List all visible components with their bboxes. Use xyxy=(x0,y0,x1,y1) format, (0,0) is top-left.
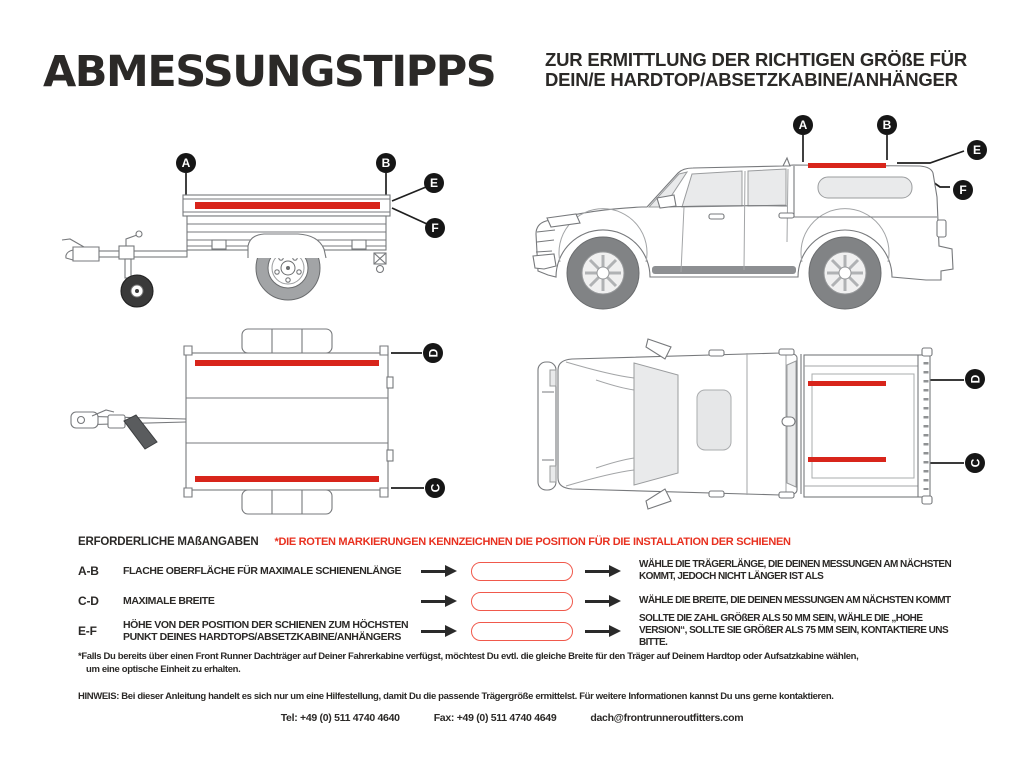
contact-email: dach@frontrunneroutfitters.com xyxy=(590,712,744,724)
row-ab-result: WÄHLE DIE TRÄGERLÄNGE, DIE DEINEN MESSUNGEN AM NÄCHSTEN KOMMT, JEDOCH NICHT LÄNGER IST ALS xyxy=(639,559,952,582)
arrow-right-icon xyxy=(421,624,459,638)
footnote-line-1: *Falls Du bereits über einen Front Runner Dachträger auf Deiner Fahrerkabine verfügst, möchtest Du evtl. die gleiche Breite für den Träger auf Deinem Hardtop oder Aufsatzkabine wählen, xyxy=(78,651,859,662)
marker-trailer-side-e xyxy=(424,173,444,193)
arrow-right-icon xyxy=(421,564,459,578)
row-ab-description: FLACHE OBERFLÄCHE FÜR MAXIMALE SCHIENENLÄNGE xyxy=(123,565,402,577)
truck-side-view-illustration xyxy=(500,110,1000,325)
marker-truck-top-c xyxy=(965,453,985,473)
marker-letter: E xyxy=(429,176,438,190)
marker-letter: D xyxy=(425,348,440,358)
contact-footer xyxy=(0,712,1024,724)
measurement-field-cd[interactable] xyxy=(471,592,573,611)
row-cd-description: MAXIMALE BREITE xyxy=(123,595,215,607)
marker-trailer-side-b xyxy=(376,153,396,173)
marker-truck-top-d xyxy=(965,369,985,389)
marker-truck-side-f xyxy=(953,180,973,200)
trailer-side-view-illustration xyxy=(40,140,470,325)
subtitle-line-2: DEIN/E HARDTOP/ABSETZKABINE/ANHÄNGER xyxy=(545,69,958,90)
marker-letter: F xyxy=(431,221,439,235)
measurements-heading: ERFORDERLICHE MAßANGABEN xyxy=(78,536,259,548)
marker-trailer-top-c xyxy=(425,478,445,498)
row-cd-key: C-D xyxy=(78,594,99,608)
hint-text: HINWEIS: Bei dieser Anleitung handelt es sich nur um eine Hilfestellung, damit Du die passende Trägergröße ermittelst. Für weitere Informationen kannst Du uns gerne kontaktieren. xyxy=(78,691,834,702)
marker-truck-side-a xyxy=(793,115,813,135)
marker-letter: B xyxy=(381,156,391,170)
marker-letter: B xyxy=(882,118,892,132)
arrow-right-icon xyxy=(421,594,459,608)
page-title: ABMESSUNGSTIPPS xyxy=(43,47,496,97)
measurement-field-ab[interactable] xyxy=(471,562,573,581)
marker-trailer-top-d xyxy=(423,343,443,363)
marker-letter: D xyxy=(967,374,982,384)
arrow-right-icon xyxy=(585,564,623,578)
measurements-heading-row xyxy=(78,536,791,548)
marker-letter: F xyxy=(959,183,967,197)
marker-letter: E xyxy=(972,143,981,157)
marker-letter: C xyxy=(967,458,982,468)
marker-letter: C xyxy=(427,483,442,493)
marker-letter: A xyxy=(181,156,191,170)
row-ef-result: SOLLTE DIE ZAHL GRÖßER ALS 50 MM SEIN, WÄHLE DIE „HOHE VERSION“, SOLLTE SIE GRÖßER ALS 75 MM SEIN, KONTAKTIERE UNS BITTE. xyxy=(639,613,949,648)
page-subtitle xyxy=(545,50,967,90)
contact-fax: Fax: +49 (0) 511 4740 4649 xyxy=(433,712,557,724)
row-ef-key: E-F xyxy=(78,624,97,638)
marker-letter: A xyxy=(798,118,808,132)
row-cd-result: WÄHLE DIE BREITE, DIE DEINEN MESSUNGEN AM NÄCHSTEN KOMMT xyxy=(639,595,951,606)
truck-top-view-illustration xyxy=(500,330,1000,520)
marker-trailer-side-f xyxy=(425,218,445,238)
contact-tel: Tel: +49 (0) 511 4740 4640 xyxy=(280,712,400,724)
measurement-field-ef[interactable] xyxy=(471,622,573,641)
red-markings-legend: *DIE ROTEN MARKIERUNGEN KENNZEICHNEN DIE POSITION FÜR DIE INSTALLATION DER SCHIENEN xyxy=(274,536,791,548)
arrow-right-icon xyxy=(585,594,623,608)
arrow-right-icon xyxy=(585,624,623,638)
trailer-top-view-illustration xyxy=(40,320,470,525)
marker-truck-side-e xyxy=(967,140,987,160)
subtitle-line-1: ZUR ERMITTLUNG DER RICHTIGEN GRÖßE FÜR xyxy=(545,49,967,70)
marker-trailer-side-a xyxy=(176,153,196,173)
row-ab-key: A-B xyxy=(78,564,99,578)
measurements-table xyxy=(78,556,970,646)
row-ef-description: HÖHE VON DER POSITION DER SCHIENEN ZUM HÖCHSTEN PUNKT DEINES HARDTOPS/ABSETZKABINE/ANHÄNGERS xyxy=(123,619,409,643)
marker-truck-side-b xyxy=(877,115,897,135)
footnote-line-2: um eine optische Einheit zu erhalten. xyxy=(86,664,241,675)
